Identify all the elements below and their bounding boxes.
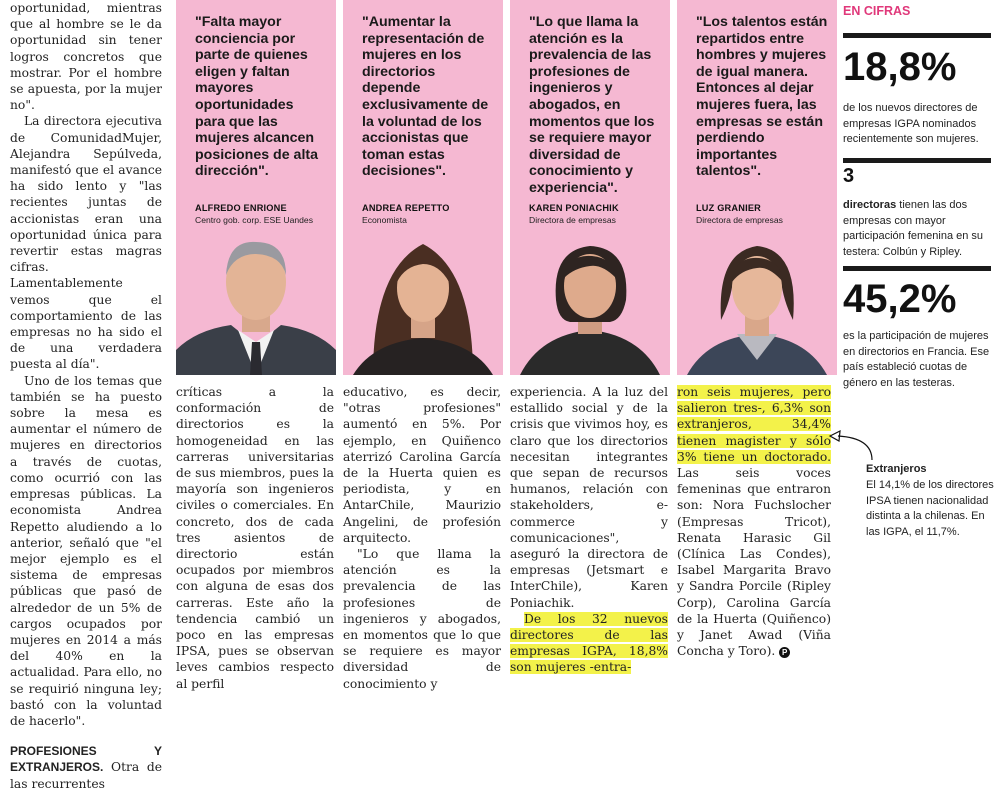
article-paragraph — [677, 384, 831, 659]
subhead-continuation: Otra de las recurrentes — [10, 760, 162, 791]
article-paragraph: experiencia. A la luz del estallido social y de la crisis que vivimos hoy, es claro que los directorios necesitan integrantes que sepan de recursos humanos, relación con stakeholders, e-commerce y comunicaciones", aseguró la directora de empresas (Jetsmart e InterChile), Karen Poniachik. — [510, 385, 668, 610]
stat-value: 45,2% — [843, 277, 957, 321]
quote-author-role: Directora de empresas — [696, 215, 783, 225]
quote-author: ALFREDO ENRIONE — [195, 203, 287, 213]
quote-author-role: Economista — [362, 215, 407, 225]
portrait-photo — [510, 230, 670, 375]
pull-quote: "Los talentos están repartidos entre hombres y mujeres de igual manera. Entonces al dejar mujeres fuera, las empresas se están perdiendo importantes talentos". — [696, 14, 828, 180]
quote-box-repetto — [343, 0, 503, 375]
callout-text: El 14,1% de los directores IPSA tienen nacionalidad distinta a la chilenas. En las IGPA, el 11,7%. — [866, 479, 994, 538]
paragraph-text: Las seis voces femeninas que entraron son: Nora Fuchslocher (Empresas Tricot), Renata Harasic Gil (Clínica Las Condes), Isabel Margarita Bravo y Sandra Porcile (Ripley Corp), Carolina García de la Huerta (Quiñenco) y Janet Awad (Viña Concha y Toro). — [677, 466, 831, 659]
stat-description: de los nuevos directores de empresas IGPA nominados recientemente son mujeres. — [843, 102, 979, 145]
article-paragraph: "Lo que llama la atención es la prevalencia de las profesiones de ingenieros y abogados, en momentos que lo que se requiere es mayor diversidad de conocimiento y — [343, 547, 501, 691]
article-column-2 — [176, 384, 334, 692]
article-paragraph — [10, 743, 162, 792]
quote-author-role: Directora de empresas — [529, 215, 616, 225]
stat-value: 18,8% — [843, 45, 957, 89]
stat-description — [843, 198, 993, 260]
quote-author: ANDREA REPETTO — [362, 203, 450, 213]
stat-text: tienen las dos empresas con mayor participación femenina en su testera: Colbún y Ripley. — [843, 199, 984, 258]
article-paragraph: críticas a la conformación de directorios es la homogeneidad en las carreras universitarias de sus miembros, pues la mayoría son ingenieros civiles o comerciales. En concreto, dos de cada tres asientos de directorio están ocupados por miembros con alguna de esas dos carreras. Este año la tendencia cambió un poco en las empresas IPSA, pues se observan leves cambios respecto al perfil — [176, 385, 334, 691]
article-paragraph: La directora ejecutiva de ComunidadMujer, Alejandra Sepúlveda, manifestó que el avance ha sido lento y "las recientes juntas de accionistas eran una oportunidad única para revertir estas magras cifras. Lamentablemente vemos que el comportamiento de las empresas no ha sido el de una verdadera puesta al día". — [10, 114, 162, 372]
callout-arrow-icon — [820, 420, 880, 465]
highlighted-text: ron seis mujeres, pero salieron tres-, 6,3% son extranjeros, 34,4% tienen magister y sólo 3% tiene un doctorado. — [677, 385, 831, 464]
quote-box-granier — [677, 0, 837, 375]
stat-description: es la participación de mujeres en directorios en Francia. Ese país estableció cuotas de género en las testeras. — [843, 330, 990, 389]
stat-emphasis: directoras — [843, 199, 897, 211]
highlighted-text: De los 32 nuevos directores de las empresas IGPA, 18,8% son mujeres -entra- — [510, 611, 668, 675]
portrait-photo — [343, 230, 503, 375]
quote-box-poniachik — [510, 0, 670, 375]
article-column-3 — [343, 384, 501, 692]
article-paragraph: Uno de los temas que también se ha puesto sobre la mesa es aumentar el número de mujeres en directorios a través de cuotas, como ocurrió con las empresas públicas. La economista Andrea Repetto aludiendo a lo anterior, señaló que "el mejor ejemplo es el sistema de empresas públicas que pasó de alrededor de un 5% de cargos ocupados por mujeres en 2014 a más del 40% en la actualidad. Para ello, no se requirió ninguna ley; bastó con la voluntad de hacerlo". — [10, 373, 162, 728]
end-mark-icon: P — [779, 647, 790, 658]
article-paragraph: educativo, es decir, "otras profesiones" aumentó en 5%. Por ejemplo, en Quiñenco aterrizó Carolina García de la Huerta quien es periodista, y en AntarChile, Maurizio Angelini, de profesión arquitecto. — [343, 385, 501, 545]
quote-author: LUZ GRANIER — [696, 203, 761, 213]
sidebar-title: EN CIFRAS — [843, 4, 911, 18]
article-column-1 — [10, 0, 162, 792]
article-paragraph — [510, 611, 668, 676]
quote-box-enrione — [176, 0, 336, 375]
callout-title: Extranjeros — [866, 463, 927, 475]
pull-quote: "Lo que llama la atención es la prevalencia de las profesiones de ingenieros y abogados, en momentos que los se requiere mayor diversidad de conocimiento y experiencia". — [529, 14, 655, 196]
portrait-photo — [176, 230, 336, 375]
divider — [843, 158, 991, 163]
divider — [843, 33, 991, 38]
divider — [843, 266, 991, 271]
article-paragraph: oportunidad, mientras que al hombre se le da oportunidad sin tener logros concretos que mostrar. Por el hombre se apuesta, por la mujer no". — [10, 1, 162, 113]
section-subhead: PROFESIONES Y EXTRANJEROS. — [10, 744, 162, 775]
quote-author-role: Centro gob. corp. ESE Uandes — [195, 215, 313, 225]
pull-quote: "Aumentar la representación de mujeres en los directorios depende exclusivamente de la voluntad de los accionistas que toman estas decisiones". — [362, 14, 489, 180]
quote-author: KAREN PONIACHIK — [529, 203, 619, 213]
article-column-4 — [510, 384, 668, 676]
pull-quote: "Falta mayor conciencia por parte de quienes eligen y faltan mayores oportunidades para que las mujeres alcancen posiciones de alta dirección". — [195, 14, 318, 180]
portrait-photo — [677, 230, 837, 375]
stat-value: 3 — [843, 165, 855, 187]
article-column-5 — [677, 384, 831, 659]
